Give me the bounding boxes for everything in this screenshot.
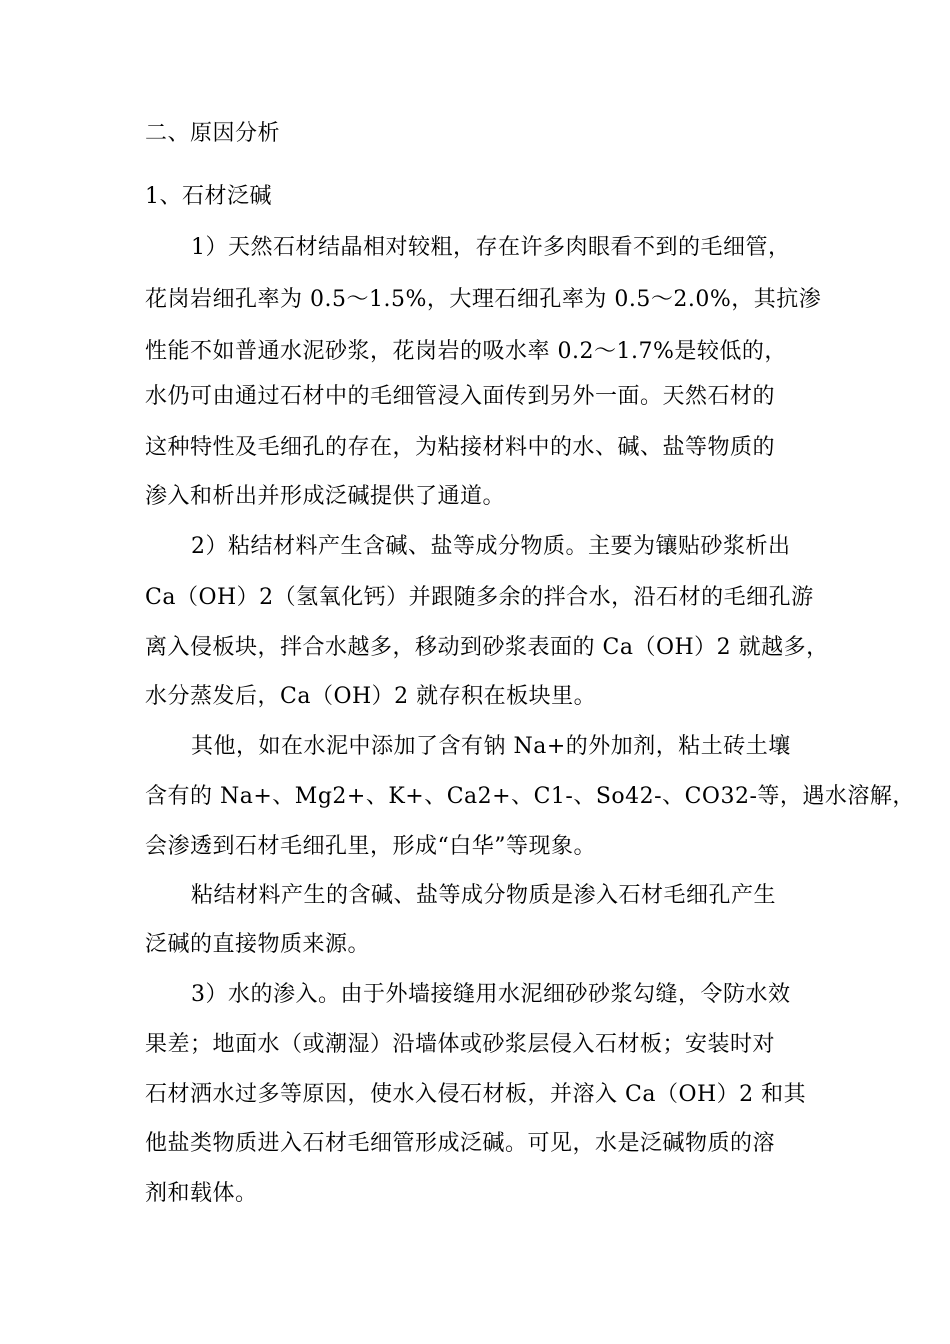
paragraph-5-line-3: 石材洒水过多等原因，使水入侵石材板，并溶入 Ca（OH）2 和其 [145, 1082, 807, 1107]
paragraph-3-line-1: 其他，如在水泥中添加了含有钠 Na+的外加剂，粘土砖土壤 [191, 734, 791, 759]
paragraph-3-line-3: 会渗透到石材毛细孔里，形成“白华”等现象。 [145, 834, 596, 859]
paragraph-2-line-1: 2）粘结材料产生含碱、盐等成分物质。主要为镶贴砂浆析出 [191, 534, 791, 559]
paragraph-1-line-4: 水仍可由通过石材中的毛细管浸入面传到另外一面。天然石材的 [145, 384, 776, 409]
paragraph-1-line-3: 性能不如普通水泥砂浆，花岗岩的吸水率 0.2～1.7%是较低的， [145, 339, 787, 364]
paragraph-5-line-1: 3）水的渗入。由于外墙接缝用水泥细砂砂浆勾缝，令防水效 [191, 982, 791, 1007]
paragraph-5-line-4: 他盐类物质进入石材毛细管形成泛碱。可见，水是泛碱物质的溶 [145, 1131, 776, 1156]
paragraph-4-line-1: 粘结材料产生的含碱、盐等成分物质是渗入石材毛细孔产生 [191, 883, 777, 908]
paragraph-1-line-5: 这种特性及毛细孔的存在，为粘接材料中的水、碱、盐等物质的 [145, 435, 776, 460]
paragraph-5-line-2: 果差；地面水（或潮湿）沿墙体或砂浆层侵入石材板；安装时对 [145, 1032, 776, 1057]
paragraph-1-line-1: 1）天然石材结晶相对较粗，存在许多肉眼看不到的毛细管， [191, 235, 791, 260]
paragraph-2-line-3: 离入侵板块，拌合水越多，移动到砂浆表面的 Ca（OH）2 就越多， [145, 635, 829, 660]
paragraph-4-line-2: 泛碱的直接物质来源。 [145, 932, 371, 957]
paragraph-3-line-2: 含有的 Na+、Mg2+、K+、Ca2+、C1-、So42-、CO32-等，遇水溶解， [145, 784, 915, 809]
section-heading: 二、原因分析 [145, 121, 281, 146]
paragraph-2-line-4: 水分蒸发后，Ca（OH）2 就存积在板块里。 [145, 684, 597, 709]
subsection-heading: 1、石材泛碱 [145, 184, 272, 209]
paragraph-2-line-2: Ca（OH）2（氢氧化钙）并跟随多余的拌合水，沿石材的毛细孔游 [145, 585, 814, 610]
paragraph-5-line-5: 剂和载体。 [145, 1181, 258, 1206]
paragraph-1-line-2: 花岗岩细孔率为 0.5～1.5%，大理石细孔率为 0.5～2.0%，其抗渗 [145, 287, 822, 312]
paragraph-1-line-6: 渗入和析出并形成泛碱提供了通道。 [145, 484, 506, 509]
